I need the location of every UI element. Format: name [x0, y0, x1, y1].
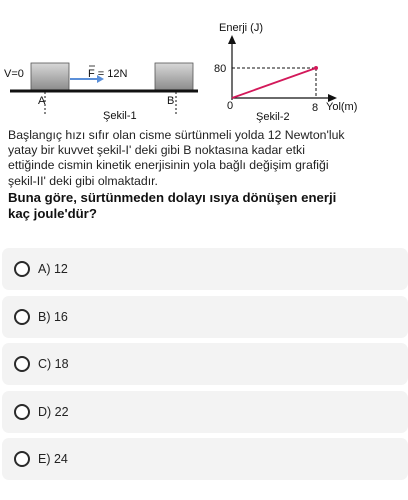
series-line	[232, 68, 316, 98]
origin-label: 0	[227, 100, 234, 112]
y-axis-label: Enerji (J)	[219, 22, 264, 34]
option-e-label: E) 24	[38, 452, 68, 466]
radio-icon[interactable]	[14, 356, 30, 372]
radio-icon[interactable]	[14, 451, 30, 467]
x-axis-label: Yol(m)	[326, 101, 358, 113]
radio-icon[interactable]	[14, 404, 30, 420]
question-figure	[0, 0, 408, 126]
option-e[interactable]	[2, 438, 408, 480]
option-c-label: C) 18	[38, 357, 69, 371]
data-point-end	[314, 66, 318, 70]
point-a-label: A	[38, 95, 46, 107]
figure-1-caption: Şekil-1	[103, 110, 137, 122]
question-card	[0, 0, 408, 248]
force-label: F = 12N	[88, 68, 128, 80]
option-d-label: D) 22	[38, 405, 69, 419]
radio-icon[interactable]	[14, 261, 30, 277]
figure-2-caption: Şekil-2	[256, 111, 290, 123]
x-tick-8: 8	[312, 102, 319, 114]
block-b	[155, 63, 193, 90]
option-b[interactable]	[2, 296, 408, 338]
point-b-label: B	[167, 95, 175, 107]
option-a[interactable]	[2, 248, 408, 290]
option-c[interactable]	[2, 343, 408, 385]
v0-label: V=0	[4, 68, 24, 80]
option-a-label: A) 12	[38, 262, 68, 276]
question-text: Başlangıç hızı sıfır olan cisme sürtünmeli yolda 12 Newton'luk yatay bir kuvvet şekil-I' deki gibi B noktasına kadar etki ettiğinde cismin kinetik enerjisinin yola bağlı değişim grafiği şekil-II' deki gibi olmaktadır.	[8, 128, 345, 188]
figure-svg	[0, 0, 408, 126]
block-a	[31, 63, 69, 90]
y-axis-arrow	[228, 35, 236, 44]
question-prompt: Buna göre, sürtünmeden dolayı ısıya dönüşen enerji kaç joule'dür?	[8, 190, 337, 221]
option-b-label: B) 16	[38, 310, 68, 324]
radio-icon[interactable]	[14, 309, 30, 325]
option-d[interactable]	[2, 391, 408, 433]
y-tick-80: 80	[214, 63, 227, 75]
